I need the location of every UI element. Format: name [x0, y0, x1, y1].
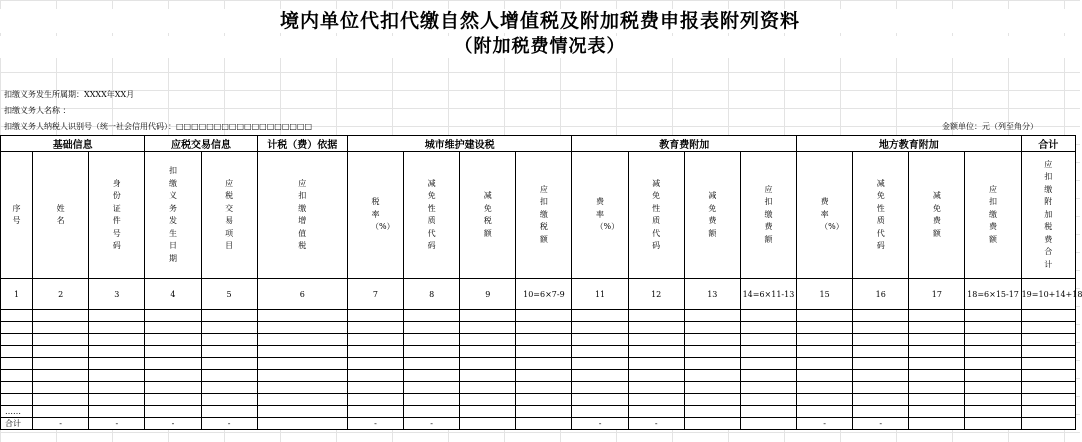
total-cell: - — [797, 418, 853, 430]
form-subtitle: （附加税费情况表） — [0, 36, 1080, 58]
col-label: 减免性质代码 — [404, 152, 460, 279]
col-number: 8 — [404, 279, 460, 310]
col-label: 应扣缴增值税 — [257, 152, 347, 279]
col-label: 应扣缴费额 — [965, 152, 1021, 279]
col-label: 减免性质代码 — [853, 152, 909, 279]
section-city-tax: 城市维护建设税 — [347, 136, 572, 152]
col-label: 减免税额 — [460, 152, 516, 279]
total-cell: - — [404, 418, 460, 430]
col-number: 12 — [628, 279, 684, 310]
total-cell: - — [33, 418, 89, 430]
col-number: 19=10+14+18 — [1021, 279, 1075, 310]
col-number: 2 — [33, 279, 89, 310]
section-basic: 基础信息 — [1, 136, 145, 152]
table-row — [1, 322, 1076, 334]
ellipsis-cell: …… — [1, 406, 33, 418]
total-label: 合计 — [1, 418, 33, 430]
section-education-fee: 教育费附加 — [572, 136, 797, 152]
col-label: 税率（%） — [347, 152, 403, 279]
table-row — [1, 370, 1076, 382]
col-number: 18=6×15-17 — [965, 279, 1021, 310]
col-label: 扣缴义务发生日期 — [145, 152, 201, 279]
agent-id-label: 扣缴义务人纳税人识别号（统一社会信用代码）：□□□□□□□□□□□□□□□□□□ — [4, 122, 313, 131]
amount-unit-label: 金额单位：元（列至角分） — [942, 122, 1038, 131]
total-cell[interactable] — [965, 418, 1021, 430]
col-number: 16 — [853, 279, 909, 310]
col-label: 序号 — [1, 152, 33, 279]
total-cell: - — [853, 418, 909, 430]
col-number: 1 — [1, 279, 33, 310]
total-cell[interactable] — [516, 418, 572, 430]
col-number: 6 — [257, 279, 347, 310]
col-number: 10=6×7-9 — [516, 279, 572, 310]
total-cell[interactable] — [740, 418, 796, 430]
total-cell[interactable] — [460, 418, 516, 430]
col-number: 7 — [347, 279, 403, 310]
column-label-row — [1, 152, 1076, 279]
form-title: 境内单位代扣代缴自然人增值税及附加税费申报表附列资料 — [0, 9, 1080, 33]
col-number: 15 — [797, 279, 853, 310]
col-label: 应扣缴费额 — [740, 152, 796, 279]
table-row — [1, 346, 1076, 358]
total-cell: - — [145, 418, 201, 430]
total-cell: - — [89, 418, 145, 430]
section-basis: 计税（费）依据 — [257, 136, 347, 152]
table-row — [1, 334, 1076, 346]
section-header-row — [1, 136, 1076, 152]
col-label: 减免费额 — [684, 152, 740, 279]
col-number: 4 — [145, 279, 201, 310]
table-row — [1, 358, 1076, 370]
table-row — [1, 382, 1076, 394]
col-number: 14=6×11-13 — [740, 279, 796, 310]
col-label: 姓名 — [33, 152, 89, 279]
col-label: 应扣缴税额 — [516, 152, 572, 279]
col-label: 身份证件号码 — [89, 152, 145, 279]
col-number: 5 — [201, 279, 257, 310]
col-number: 17 — [909, 279, 965, 310]
col-label: 应扣缴附加税费合计 — [1021, 152, 1075, 279]
total-cell[interactable] — [1021, 418, 1075, 430]
col-label: 费率（%） — [797, 152, 853, 279]
table-row — [1, 310, 1076, 322]
table-row — [1, 394, 1076, 406]
col-label: 减免费额 — [909, 152, 965, 279]
col-label: 减免性质代码 — [628, 152, 684, 279]
total-row — [1, 418, 1076, 430]
total-cell[interactable] — [257, 418, 347, 430]
column-number-row — [1, 279, 1076, 310]
declaration-table — [0, 135, 1082, 430]
agent-name-label: 扣缴义务人名称 ： — [4, 106, 71, 115]
period-label: 扣缴义务发生所属期：XXXX年XX月 — [4, 90, 135, 99]
col-number: 11 — [572, 279, 628, 310]
col-number: 9 — [460, 279, 516, 310]
total-cell: - — [347, 418, 403, 430]
total-cell: - — [572, 418, 628, 430]
section-local-education-fee: 地方教育附加 — [797, 136, 1022, 152]
table-row — [1, 406, 1076, 418]
col-label: 应税交易项目 — [201, 152, 257, 279]
col-number: 13 — [684, 279, 740, 310]
total-cell[interactable] — [909, 418, 965, 430]
total-cell[interactable] — [684, 418, 740, 430]
total-cell: - — [628, 418, 684, 430]
section-trade: 应税交易信息 — [145, 136, 257, 152]
total-cell: - — [201, 418, 257, 430]
col-label: 费率（%） — [572, 152, 628, 279]
section-total: 合计 — [1021, 136, 1075, 152]
col-number: 3 — [89, 279, 145, 310]
